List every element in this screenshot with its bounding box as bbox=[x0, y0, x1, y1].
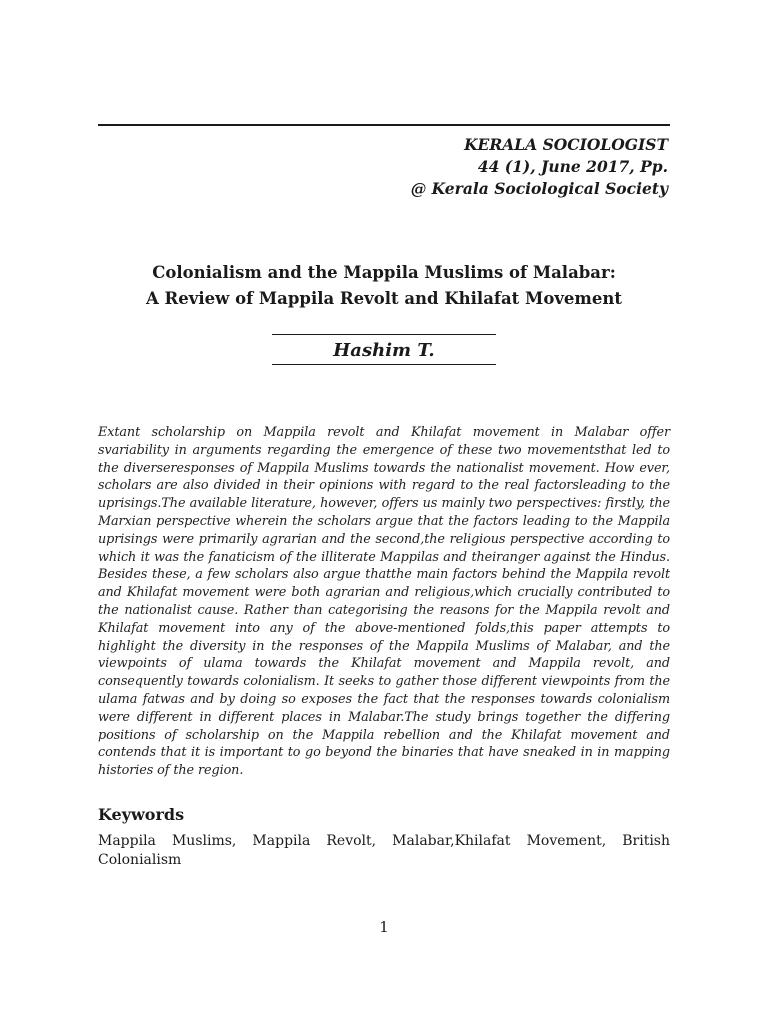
journal-issue: 44 (1), June 2017, Pp. bbox=[477, 157, 668, 176]
header-rule bbox=[98, 124, 670, 126]
journal-citation bbox=[411, 134, 668, 200]
author-rule-top bbox=[272, 334, 496, 335]
journal-society: @ Kerala Sociological Society bbox=[410, 179, 668, 198]
journal-name: KERALA SOCIOLOGIST bbox=[464, 135, 668, 154]
paper-title bbox=[98, 260, 670, 312]
title-line-1: Colonialism and the Mappila Muslims of Malabar: bbox=[152, 263, 616, 282]
keywords-list: Mappila Muslims, Mappila Revolt, Malabar,Khilafat Movement, British Colonialism bbox=[98, 833, 670, 868]
abstract: Extant scholarship on Mappila revolt and Khilafat movement in Malabar offer svariability in arguments regarding the emergence of these two movementsthat led to the diverseresponses of Mappila Muslims towards the nationalist movement. How ever, scholars are also divided in their opinions with regard to the real factorsleading to the uprisings.The available literature, however, offers us mainly two perspectives: firstly, the Marxian perspective wherein the scholars argue that the factors leading to the Mappila uprisings were primarily agrarian and the second,the religious perspective according to which it was the fanaticism of the illiterate Mappilas and theiranger against the Hindus. Besides these, a few scholars also argue thatthe main factors behind the Mappila revolt and Khilafat movement were both agrarian and religious,which crucially contributed to the nationalist cause. Rather than categorising the reasons for the Mappila revolt and Khilafat movement into any of the above-mentioned folds,this paper attempts to highlight the diversity in the responses of the Mappila Muslims of Malabar, and the viewpoints of ulama towards the Khilafat movement and Mappila revolt, and consequently towards colonialism. It seeks to gather those different viewpoints from the ulama fatwas and by doing so exposes the fact that the responses towards colonialism were different in different places in Malabar.The study brings together the differing positions of scholarship on the Mappila rebellion and the Khilafat movement and contends that it is important to go beyond the binaries that have sneaked in in mapping histories of the region. bbox=[98, 425, 670, 779]
author-rule-bottom bbox=[272, 364, 496, 365]
title-line-2: A Review of Mappila Revolt and Khilafat Movement bbox=[146, 289, 622, 308]
author-name: Hashim T. bbox=[333, 340, 435, 361]
page-number: 1 bbox=[379, 918, 389, 936]
keywords-heading: Keywords bbox=[98, 805, 185, 824]
